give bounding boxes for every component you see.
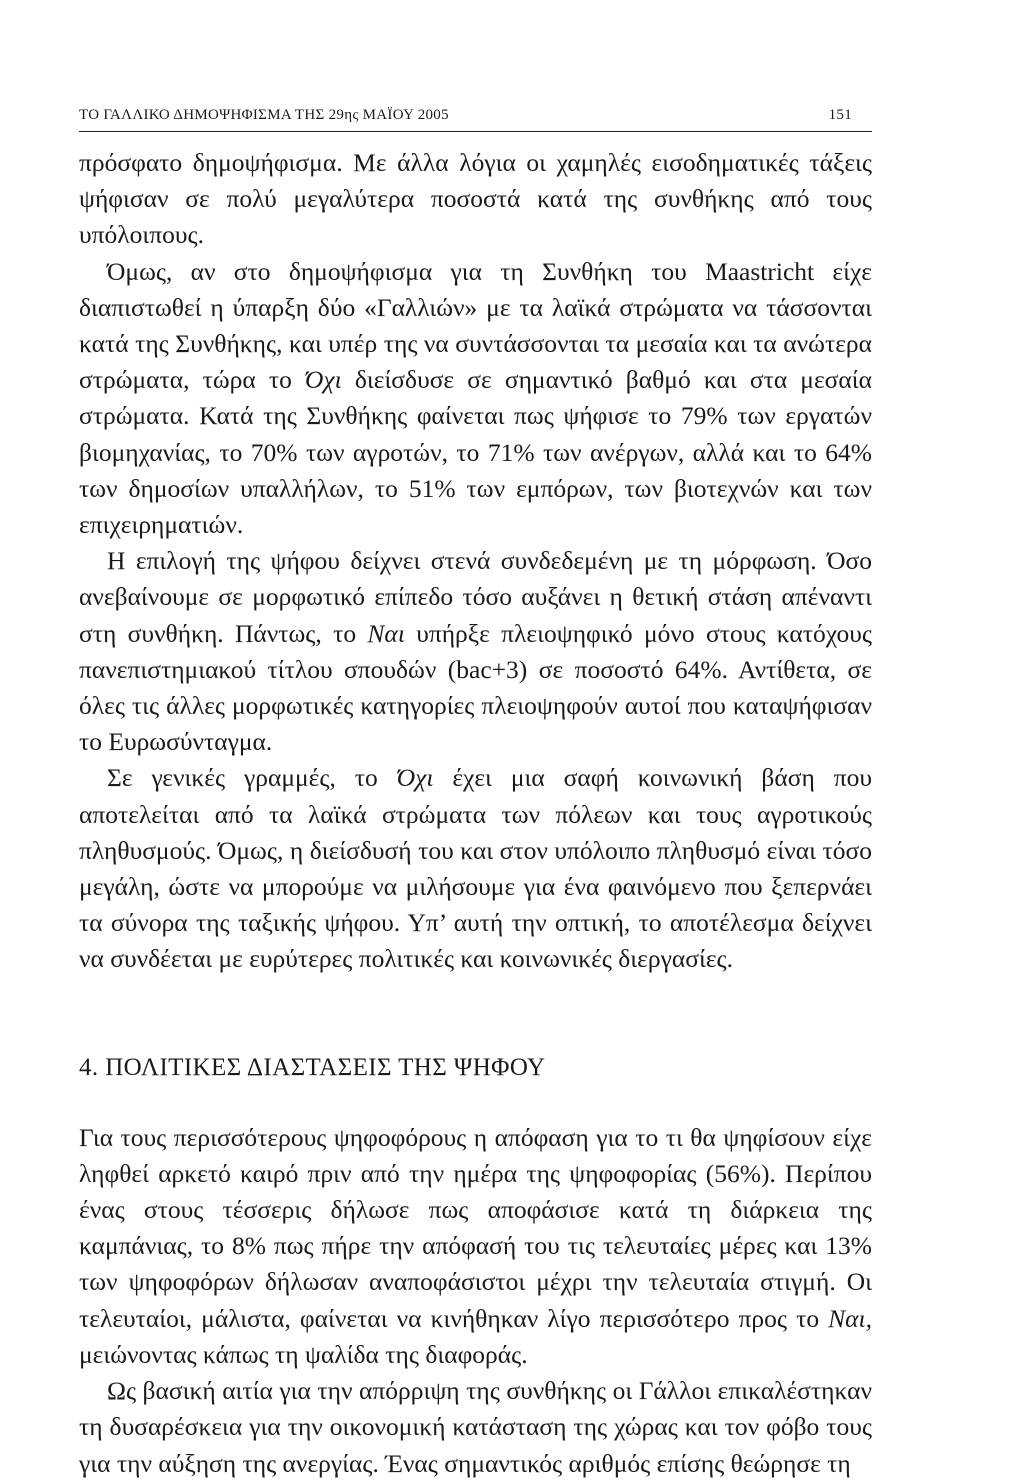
paragraph-maastricht: [79, 254, 872, 544]
paragraph-education: [79, 543, 872, 760]
paragraph-text: Όμως, αν στο δημοψήφισμα για τη Συνθήκη του Maastricht είχε διαπιστωθεί η ύπαρξη δύο «Γαλλιών» με τα λαϊκά στρώματα να τάσσονται κατά της Συνθήκης, και υπέρ της να συντάσσονται τα μεσαία και τα ανώτερα στρώματα, τώρα το: [79, 256, 872, 395]
paragraph-continuation: πρόσφατο δημοψήφισμα. Με άλλα λόγια οι χαμηλές εισοδηματικές τάξεις ψήφισαν σε πολύ μεγαλύτερα ποσοστά κατά της συνθήκης από τους υπόλοιπους.: [79, 148, 872, 250]
page-body: [79, 145, 872, 1482]
paragraph-text: έχει μια σαφή κοινωνική βάση που αποτελείται από τα λαϊκά στρώματα των πόλεων και τους αγροτικούς πληθυσμούς. Όμως, η διείσδυσή του και στον υπόλοιπο πληθυσμό είναι τόσο μεγάλη, ώστε να μπορούμε να μιλήσουμε για ένα φαινόμενο που ξεπερνάει τα σύνορα της ταξικής ψήφου. Υπ’ αυτή την οπτική, το αποτέλεσμα δείχνει να συνδέεται με ευρύτερες πολιτικές και κοινωνικές διεργασίες.: [79, 763, 873, 974]
section-heading: 4. ΠΟΛΙΤΙΚΕΣ ΔΙΑΣΤΑΣΕΙΣ ΤΗΣ ΨΗΦΟΥ: [79, 1053, 546, 1081]
emphasis-nai: Ναι: [367, 618, 405, 648]
running-head-title: ΤΟ ΓΑΛΛΙΚΟ ΔΗΜΟΨΗΦΙΣΜΑ ΤΗΣ 29ης ΜΑΪΟΥ 2005: [79, 107, 449, 123]
paragraph-text: Η επιλογή της ψήφου δείχνει στενά συνδεδεμένη με τη μόρφωση. Όσο ανεβαίνουμε σε μορφωτικό επίπεδο τόσο αυξάνει η θετική στάση απέναντι στη συνθήκη. Πάντως, το: [79, 546, 872, 648]
paragraph-decision-timing: [79, 1120, 872, 1373]
page-number: 151: [828, 107, 852, 123]
emphasis-nai: Ναι,: [828, 1303, 872, 1333]
paragraph-text: διείσδυσε σε σημαντικό βαθμό και στα μεσαία στρώματα. Κατά της Συνθήκης φαίνεται πως ψήφισε το 79% των εργατών βιομηχανίας, το 70% των αγροτών, το 71% των ανέργων, αλλά και το 64% των δημοσίων υπαλλήλων, το 51% των εμπόρων, των βιοτεχνών και των επιχειρηματιών.: [79, 365, 873, 540]
paragraph-text: Σε γενικές γραμμές, το: [107, 763, 397, 793]
running-head: [79, 103, 872, 132]
paragraph-social-base: [79, 760, 872, 977]
emphasis-oxi: Όχι: [305, 365, 342, 395]
paragraph-text: Για τους περισσότερους ψηφοφόρους η απόφαση για το τι θα ψηφίσουν είχε ληφθεί αρκετό καιρό πριν από την ημέρα της ψηφοφορίας (56%). Περίπου ένας στους τέσσερις δήλωσε πως αποφάσισε κατά τη διάρκεια της καμπάνιας, το 8% πως πήρε την απόφασή του τις τελευταίες μέρες και 13% των ψηφοφόρων δήλωσαν αναποφάσιστοι μέχρι την τελευταία στιγμή. Οι τελευταίοι, μάλιστα, φαίνεται να κινήθηκαν λίγο περισσότερο προς το: [79, 1122, 872, 1333]
emphasis-oxi: Όχι: [396, 763, 434, 793]
paragraph-main-reason: Ως βασική αιτία για την απόρριψη της συνθήκης οι Γάλλοι επικαλέστηκαν τη δυσαρέσκεια για την οικονομική κατάσταση της χώρας και τον φόβο τους για την αύξηση της ανεργίας. Ένας σημαντικός αριθμός επίσης θεώρησε τη: [79, 1376, 872, 1478]
paragraph-text: υπήρξε πλειοψηφικό μόνο στους κατόχους πανεπιστημιακού τίτλου σπουδών (bac+3) σε ποσοστό 64%. Αντίθετα, σε όλες τις άλλες μορφωτικές κατηγορίες πλειοψηφούν αυτοί που καταψήφισαν το Ευρωσύνταγμα.: [79, 618, 872, 757]
paragraph-text: μειώνοντας κάπως τη ψαλίδα της διαφοράς.: [79, 1339, 528, 1369]
